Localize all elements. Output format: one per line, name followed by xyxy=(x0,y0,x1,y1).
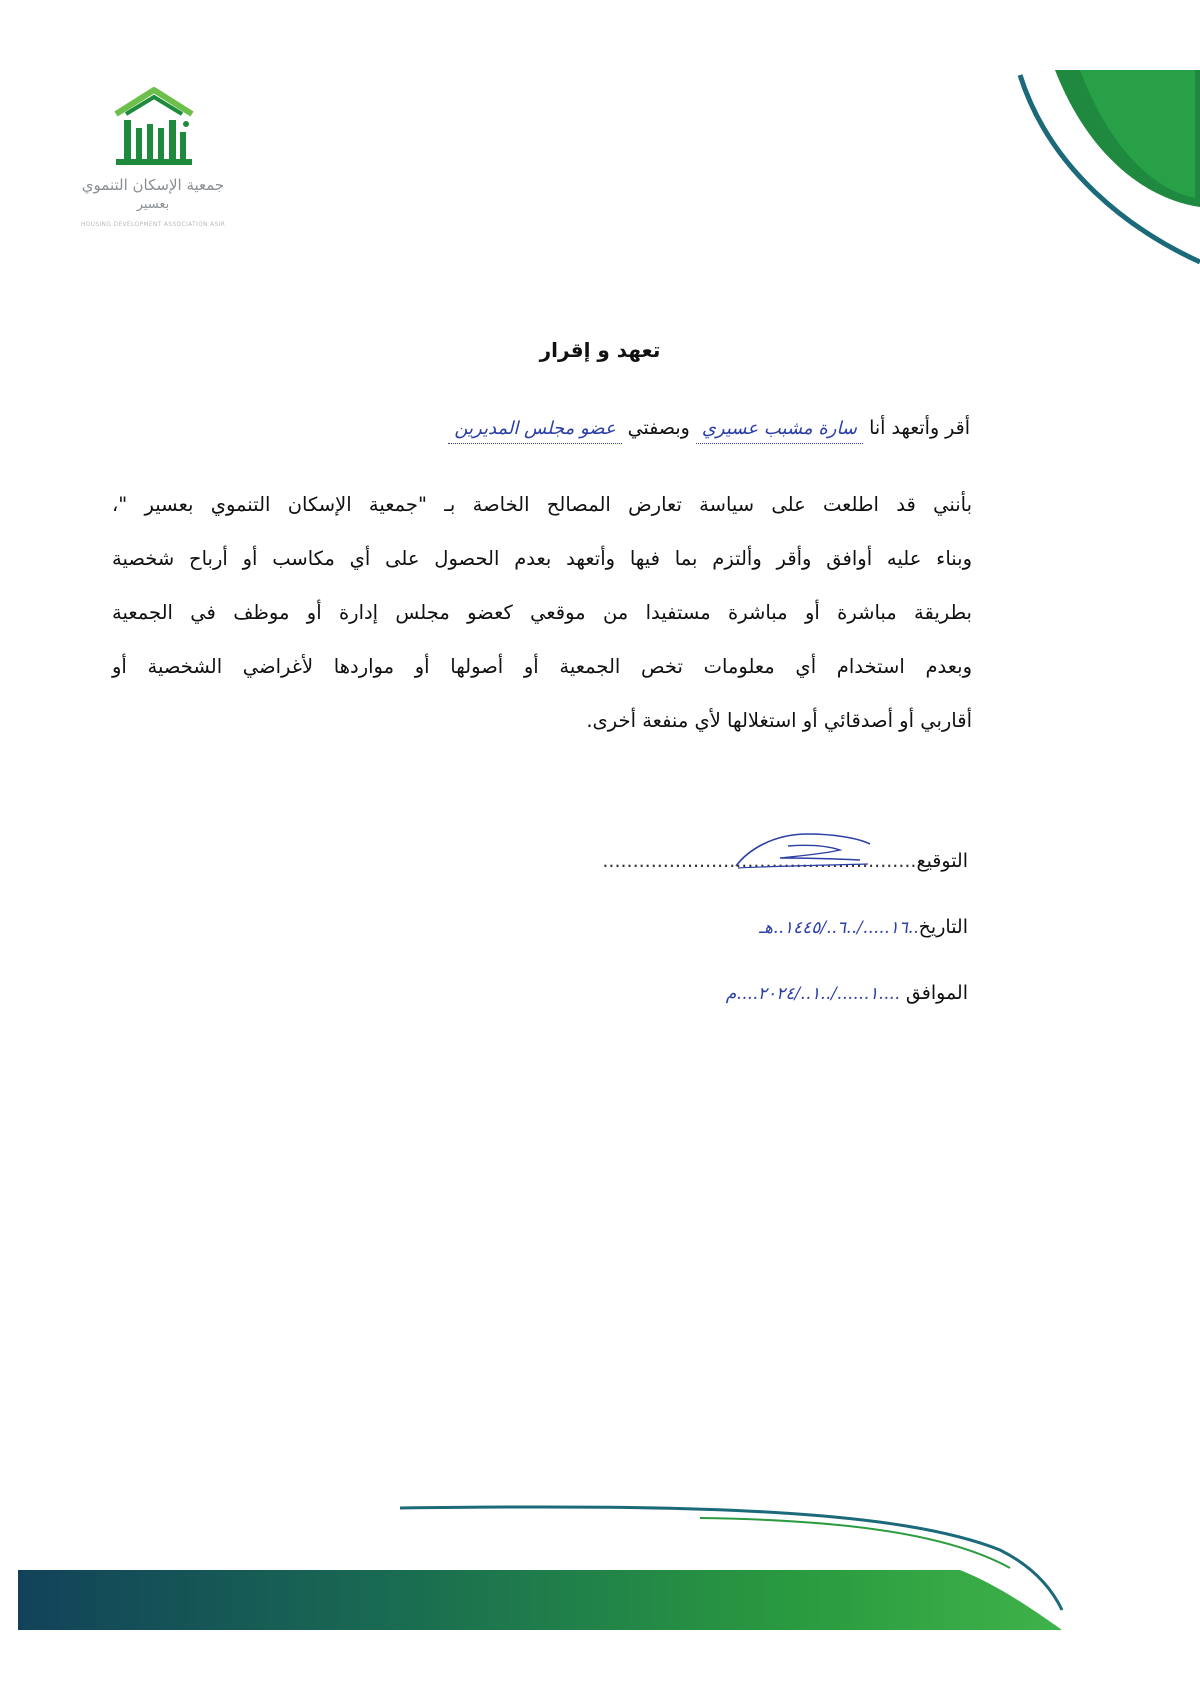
signature-row xyxy=(568,846,968,912)
date-gregorian-row xyxy=(568,978,968,1044)
body-line: أقاربي أو أصدقائي أو استغلالها لأي منفعة أخرى. xyxy=(586,709,972,732)
organization-city: بعسير xyxy=(136,197,170,212)
declaration-prefix: أقر وأتعهد أنا xyxy=(869,417,970,439)
body-line: بطريقة مباشرة أو مباشرة مستفيدا من موقعي كعضو مجلس إدارة أو موظف في الجمعية xyxy=(112,601,972,624)
declaration-line xyxy=(110,414,970,444)
body-line: وبعدم استخدام أي معلومات تخص الجمعية أو أصولها أو مواردها لأغراضي الشخصية أو xyxy=(112,655,972,678)
date-gregorian-value: ....١....../..١../٢٠٢٤....م xyxy=(725,984,900,1004)
body-line: وبناء عليه أوافق وأقر وألتزم بما فيها وأتعهد بعدم الحصول على أي مكاسب أو أرباح شخصية xyxy=(112,547,972,570)
document-title: تعهد و إقرار xyxy=(539,338,661,362)
date-gregorian-label: الموافق xyxy=(905,982,968,1004)
date-hijri-row xyxy=(568,912,968,978)
body-line: بأنني قد اطلعت على سياسة تعارض المصالح الخاصة بـ "جمعية الإسكان التنموي بعسير "، xyxy=(112,493,972,516)
signature-dots: .................................................... xyxy=(602,850,917,872)
corner-decoration-top xyxy=(940,0,1200,270)
date-hijri-value: ..١٦...../..٦../١٤٤٥..هـ xyxy=(759,918,919,938)
house-logo-icon xyxy=(102,84,206,176)
handwritten-signature xyxy=(728,828,878,872)
footer-decoration xyxy=(0,1490,1200,1640)
organization-logo xyxy=(58,84,248,234)
signature-block xyxy=(568,846,968,1044)
handwritten-name: سارة مشبب عسيري xyxy=(696,415,863,444)
role-prefix: وبصفتي xyxy=(627,417,690,439)
date-hijri-label: التاريخ xyxy=(918,916,968,938)
organization-name-english: HOUSING DEVELOPMENT ASSOCIATION ASIR xyxy=(80,221,226,228)
declaration-body xyxy=(112,478,972,748)
organization-name: جمعية الإسكان التنموي xyxy=(81,176,225,194)
handwritten-role: عضو مجلس المديرين xyxy=(448,415,621,444)
signature-label: التوقيع xyxy=(916,850,968,872)
